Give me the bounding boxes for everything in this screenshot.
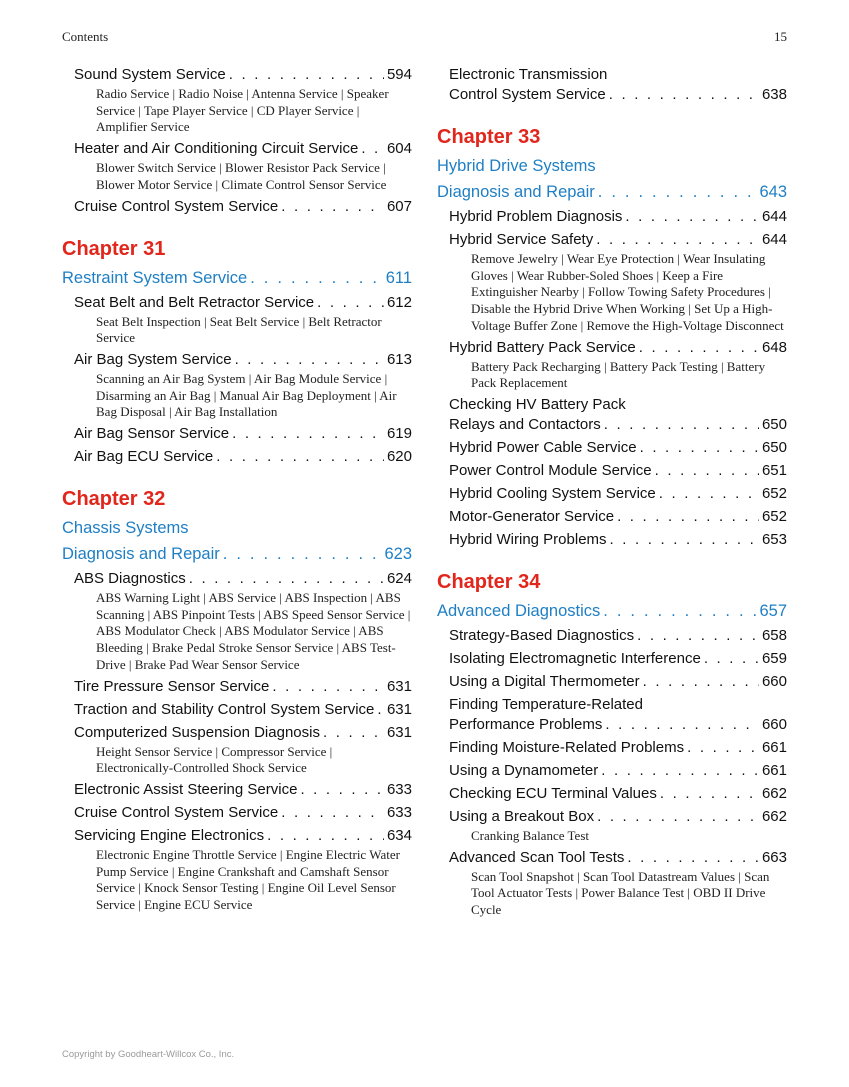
leader-dots <box>659 484 759 504</box>
toc-entry[interactable] <box>74 700 412 720</box>
entry-page: 631 <box>386 700 412 718</box>
leader-dots <box>640 438 759 458</box>
toc-entry[interactable] <box>449 807 787 845</box>
entry-line <box>449 626 787 646</box>
leader-dots <box>323 723 384 743</box>
leader-dots <box>229 65 384 85</box>
chapter-title-text: Restraint System Service <box>62 268 248 287</box>
leader-dots <box>281 803 384 823</box>
toc-entry[interactable] <box>74 197 412 217</box>
entry-page: 652 <box>761 507 787 525</box>
entry-page: 620 <box>386 448 412 466</box>
entry-page: 660 <box>761 672 787 690</box>
entry-page: 650 <box>761 438 787 456</box>
leader-dots <box>281 197 384 217</box>
leader-dots <box>300 780 384 800</box>
toc-entry[interactable] <box>449 230 787 335</box>
entry-subtopics: Electronic Engine Throttle Service | Engine Electric Water Pump Service | Engine Crankshaft and Camshaft Sensor Service | Knock Sensor Testing | Engine Oil Level Sensor Service | Engine ECU Service <box>96 846 400 913</box>
leader-dots <box>604 415 759 435</box>
leader-dots <box>627 848 759 868</box>
toc-entry[interactable] <box>449 649 787 669</box>
entry-title: Hybrid Cooling System Service <box>449 484 656 502</box>
toc-entry[interactable] <box>74 780 412 800</box>
toc-entry[interactable] <box>74 424 412 444</box>
entry-title: Checking ECU Terminal Values <box>449 784 657 802</box>
chapter-32-title-line1[interactable]: Chassis Systems <box>62 519 189 538</box>
entry-page: 619 <box>386 425 412 443</box>
leader-dots <box>617 507 759 527</box>
entry-page: 638 <box>761 86 787 103</box>
entry-line <box>74 723 412 743</box>
entry-page: 644 <box>761 208 787 225</box>
entry-page: 644 <box>761 231 787 248</box>
entry-line <box>449 784 787 804</box>
entry-subtopics: Seat Belt Inspection | Seat Belt Service | Belt Retractor Service <box>96 313 382 346</box>
leader-dots <box>232 424 384 444</box>
entry-line <box>74 700 412 720</box>
leader-dots <box>361 139 384 159</box>
entry-subtopics: Blower Switch Service | Blower Resistor Pack Service | Blower Motor Service | Climate Control Sensor Service <box>96 160 387 192</box>
entry-title: Using a Digital Thermometer <box>449 672 640 690</box>
chapter-page: 611 <box>385 268 412 287</box>
leader-dots <box>610 530 759 550</box>
entry-page: 631 <box>386 723 412 741</box>
entry-group <box>62 293 412 468</box>
entry-line <box>74 447 412 467</box>
chapter-34-title[interactable] <box>437 600 787 622</box>
page-number: 15 <box>774 29 787 44</box>
toc-entry[interactable] <box>74 803 412 823</box>
entry-line <box>74 569 412 589</box>
entry-line <box>449 484 787 504</box>
entry-title: Hybrid Battery Pack Service <box>449 338 636 356</box>
toc-entry[interactable] <box>74 139 412 193</box>
entry-page: 607 <box>386 197 412 215</box>
entry-line <box>449 848 787 868</box>
toc-entry[interactable] <box>449 484 787 504</box>
toc-entry[interactable] <box>449 338 787 392</box>
entry-page: 660 <box>761 715 787 733</box>
leader-dots <box>223 543 382 565</box>
chapter-32-title[interactable] <box>62 543 412 565</box>
entry-page: 651 <box>761 461 787 479</box>
left-column <box>62 65 412 917</box>
leader-dots <box>189 569 384 589</box>
toc-entry[interactable] <box>449 461 787 481</box>
entry-page: 633 <box>386 803 412 821</box>
entry-line <box>449 649 787 669</box>
leader-dots <box>603 600 756 622</box>
entry-title: Control System Service <box>449 86 606 103</box>
entry-page: 648 <box>761 338 787 356</box>
entry-page: 634 <box>386 826 412 844</box>
toc-entry[interactable] <box>449 507 787 527</box>
leader-dots <box>625 207 759 227</box>
chapter-33-title[interactable] <box>437 181 787 203</box>
entry-line <box>74 803 412 823</box>
entry-title: Air Bag Sensor Service <box>74 425 230 443</box>
toc-entry[interactable] <box>74 569 412 674</box>
entry-line <box>74 197 412 217</box>
entry-line <box>74 780 412 800</box>
entry-title: Relays and Contactors <box>449 415 601 433</box>
toc-entry[interactable] <box>74 65 412 136</box>
entry-line <box>449 761 787 781</box>
toc-entry[interactable] <box>74 350 412 421</box>
entry-title: Isolating Electromagnetic Interference <box>449 649 701 667</box>
section-label: Contents <box>62 29 109 44</box>
entry-line <box>449 807 787 827</box>
toc-entry[interactable] <box>74 826 412 914</box>
leader-dots <box>317 293 384 313</box>
entry-line <box>449 415 787 435</box>
chapter-page: 623 <box>384 545 412 564</box>
toc-entry[interactable] <box>449 65 787 105</box>
right-column <box>437 65 787 922</box>
entry-title-line1: Finding Temperature-Related <box>449 695 643 713</box>
entry-title: Sound System Service <box>74 66 226 83</box>
entry-title: Heater and Air Conditioning Circuit Service <box>74 140 359 158</box>
entry-line <box>449 530 787 550</box>
entry-line <box>449 507 787 527</box>
leader-dots <box>250 267 382 289</box>
entry-line <box>449 207 787 227</box>
toc-entry[interactable] <box>449 438 787 458</box>
toc-entry[interactable] <box>449 530 787 550</box>
toc-entry[interactable] <box>449 672 787 692</box>
chapter-32-label: Chapter 32 <box>62 488 166 511</box>
leader-dots <box>601 761 759 781</box>
leader-dots <box>704 649 759 669</box>
entry-page: 661 <box>761 761 787 779</box>
toc-entry[interactable] <box>449 207 787 227</box>
chapter-31-title[interactable] <box>62 267 412 289</box>
entry-title-line1: Checking HV Battery Pack <box>449 395 626 413</box>
entry-line <box>74 424 412 444</box>
leader-dots <box>660 784 759 804</box>
leader-dots <box>377 700 384 720</box>
entry-page: 650 <box>761 415 787 433</box>
leader-dots <box>639 338 759 358</box>
entry-line <box>74 65 412 85</box>
chapter-title-text: Advanced Diagnostics <box>437 601 601 620</box>
leader-dots <box>643 672 759 692</box>
toc-entry[interactable] <box>74 293 412 347</box>
entry-title: Traction and Stability Control System Service <box>74 700 375 718</box>
entry-title: Advanced Scan Tool Tests <box>449 848 625 866</box>
entry-group <box>62 569 412 914</box>
toc-entry[interactable] <box>449 784 787 804</box>
entry-title: Air Bag System Service <box>74 350 232 368</box>
entry-page: 624 <box>386 570 412 588</box>
entry-page: 662 <box>761 807 787 825</box>
entry-subtopics: Height Sensor Service | Compressor Service | Electronically-Controlled Shock Service <box>96 743 333 776</box>
entry-title: Motor-Generator Service <box>449 507 615 525</box>
entry-line <box>74 350 412 370</box>
entry-line <box>449 85 787 105</box>
entry-group <box>437 438 787 550</box>
entry-group <box>62 65 412 217</box>
running-head <box>62 29 787 45</box>
entry-page: 653 <box>761 530 787 548</box>
leader-dots <box>609 85 759 105</box>
entry-title-line1: Electronic Transmission <box>449 66 608 83</box>
entry-page: 604 <box>386 140 412 158</box>
entry-line <box>449 461 787 481</box>
chapter-34-label: Chapter 34 <box>437 570 541 593</box>
entry-subtopics: Cranking Balance Test <box>471 827 589 843</box>
entry-page: 631 <box>386 677 412 695</box>
entry-title: Using a Dynamometer <box>449 761 599 779</box>
entry-line <box>74 139 412 159</box>
entry-group <box>437 626 787 692</box>
entry-title: Air Bag ECU Service <box>74 448 214 466</box>
entry-title: Performance Problems <box>449 715 603 733</box>
entry-subtopics: Scan Tool Snapshot | Scan Tool Datastream Values | Scan Tool Actuator Tests | Power Balance Test | OBD II Drive Cycle <box>471 868 770 918</box>
chapter-33-title-line1[interactable]: Hybrid Drive Systems <box>437 157 596 175</box>
entry-line <box>449 438 787 458</box>
entry-page: 663 <box>761 848 787 866</box>
entry-title: Finding Moisture-Related Problems <box>449 738 685 756</box>
entry-line <box>449 738 787 758</box>
entry-line <box>449 338 787 358</box>
entry-subtopics: Radio Service | Radio Noise | Antenna Service | Speaker Service | Tape Player Service | CD Player Service | Amplifier Service <box>96 86 389 135</box>
copyright-footer: Copyright by Goodheart-Willcox Co., Inc. <box>62 1049 235 1060</box>
entry-title: ABS Diagnostics <box>74 570 186 588</box>
chapter-title-text: Diagnosis and Repair <box>62 545 220 564</box>
chapter-title-text: Diagnosis and Repair <box>437 183 595 201</box>
entry-group <box>437 738 787 919</box>
entry-group <box>437 207 787 392</box>
entry-page: 613 <box>386 350 412 368</box>
leader-dots <box>597 807 759 827</box>
leader-dots <box>687 738 759 758</box>
entry-line <box>449 230 787 250</box>
entry-subtopics: ABS Warning Light | ABS Service | ABS Inspection | ABS Scanning | ABS Pinpoint Tests | ABS Speed Sensor Service | ABS Modulator Check | ABS Modulator Service | ABS Bleeding | Brake Pedal Stroke Sensor Service | ABS Test-Drive | Brake Pad Wear Sensor Service <box>96 590 411 672</box>
entry-page: 658 <box>761 626 787 644</box>
entry-line <box>449 715 787 735</box>
leader-dots <box>655 461 759 481</box>
entry-title: Tire Pressure Sensor Service <box>74 677 270 695</box>
entry-page: 633 <box>386 780 412 798</box>
entry-line <box>74 826 412 846</box>
entry-page: 661 <box>761 738 787 756</box>
entry-line <box>74 677 412 697</box>
leader-dots <box>596 230 759 250</box>
leader-dots <box>216 447 384 467</box>
toc-entry[interactable] <box>449 848 787 919</box>
entry-title: Seat Belt and Belt Retractor Service <box>74 293 315 311</box>
toc-entry[interactable] <box>74 447 412 467</box>
entry-line <box>449 672 787 692</box>
toc-entry[interactable] <box>449 395 787 435</box>
toc-entry[interactable] <box>449 626 787 646</box>
leader-dots <box>235 350 384 370</box>
leader-dots <box>272 677 384 697</box>
entry-line <box>74 293 412 313</box>
toc-entry[interactable] <box>74 723 412 777</box>
toc-entry[interactable] <box>449 738 787 758</box>
leader-dots <box>605 715 759 735</box>
chapter-33-label: Chapter 33 <box>437 126 541 148</box>
toc-entry[interactable] <box>449 695 787 735</box>
entry-title: Cruise Control System Service <box>74 197 279 215</box>
entry-title: Computerized Suspension Diagnosis <box>74 723 320 741</box>
entry-page: 652 <box>761 484 787 502</box>
entry-subtopics: Remove Jewelry | Wear Eye Protection | Wear Insulating Gloves | Wear Rubber-Soled Shoes | Keep a Fire Extinguisher Nearby | Follow Towing Safety Procedures | Disable the Hybrid Drive When Working | Set Up a High-Voltage Buffer Zone | Remove the High-Voltage Disconnect <box>471 251 784 333</box>
chapter-31-label: Chapter 31 <box>62 237 166 260</box>
entry-page: 659 <box>761 649 787 667</box>
entry-page: 612 <box>386 293 412 311</box>
entry-title: Servicing Engine Electronics <box>74 826 265 844</box>
entry-page: 594 <box>386 66 412 83</box>
entry-page: 662 <box>761 784 787 802</box>
chapter-page: 657 <box>759 601 787 620</box>
entry-title: Electronic Assist Steering Service <box>74 780 298 798</box>
entry-title: Hybrid Power Cable Service <box>449 438 637 456</box>
chapter-page: 643 <box>759 183 787 201</box>
entry-title: Strategy-Based Diagnostics <box>449 626 635 644</box>
entry-title: Using a Breakout Box <box>449 807 595 825</box>
toc-entry[interactable] <box>449 761 787 781</box>
entry-title: Hybrid Problem Diagnosis <box>449 208 623 225</box>
leader-dots <box>267 826 384 846</box>
leader-dots <box>598 181 757 203</box>
entry-title: Cruise Control System Service <box>74 803 279 821</box>
entry-subtopics: Battery Pack Recharging | Battery Pack Testing | Battery Pack Replacement <box>471 358 766 391</box>
leader-dots <box>637 626 759 646</box>
entry-title: Hybrid Service Safety <box>449 231 594 248</box>
toc-entry[interactable] <box>74 677 412 697</box>
entry-title: Hybrid Wiring Problems <box>449 530 607 548</box>
entry-subtopics: Scanning an Air Bag System | Air Bag Module Service | Disarming an Air Bag | Manual Air Bag Deployment | Air Bag Disposal | Air Bag Installation <box>96 370 397 420</box>
entry-title: Power Control Module Service <box>449 461 652 479</box>
